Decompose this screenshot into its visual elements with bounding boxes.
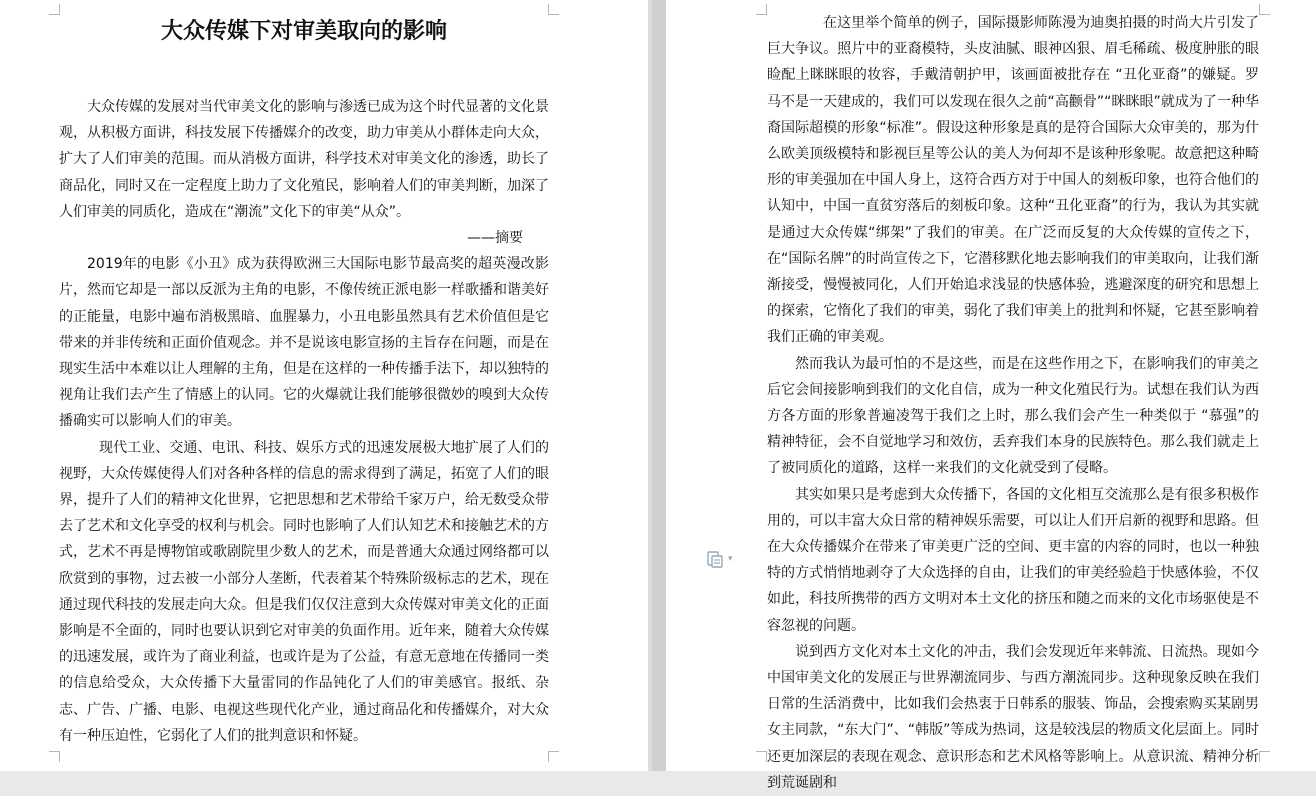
body-paragraph: 说到西方文化对本土文化的冲击，我们会发现近年来韩流、日流热。现如今中国审美文化的发展正与世界潮流同步、与西方潮流同步。这种现象反映在我们日常的生活消费中，比如我们会热衷于日韩系的服装、饰品，会搜索购买某剧男女主同款，“东大门”、“韩版”等成为热词，这是较浅层的物质文化层面上。同时还更加深层的表现在观念、意识形态和艺术风格等影响上。从意识流、精神分析到荒诞剧和 [767, 643, 1259, 791]
page-corner-mark [548, 4, 559, 15]
page-corner-mark [548, 751, 559, 762]
document-title: 大众传媒下对审美取向的影响 [160, 19, 447, 44]
left-page-text[interactable] [59, 14, 549, 749]
right-page-text[interactable] [767, 10, 1259, 796]
body-paragraph: 然而我认为最可怕的不是这些，而是在这些作用之下，在影响我们的审美之后它会间接影响到我们的文化自信，成为一种文化殖民行为。试想在我们认为西方各方面的形象普遍凌驾于我们之上时，那么我们会产生一种类似于 “慕强”的精神特征，会不自觉地学习和效仿，丢弃我们本身的民族特色。那么我们就走上了被同质化的道路，这样一来我们的文化就受到了侵略。 [767, 355, 1259, 477]
page-corner-mark [756, 4, 767, 15]
page-corner-mark [756, 751, 767, 762]
paste-options-icon [706, 550, 724, 568]
page-corner-mark [1259, 751, 1270, 762]
body-paragraph: 2019年的电影《小丑》成为获得欧洲三大国际电影节最高奖的超英漫改影片，然而它却是一部以反派为主角的电影，不像传统正派电影一样歌播和谐美好的正能量，电影中遍布消极黑暗、血腥暴力，小丑电影虽然具有艺术价值但是它带来的并非传统和正面价值观念。并不是说该电影宣扬的主旨存在问题，而是在现实生活中本难以让人理解的主角，但是在这样的一种传播手法下，却以独特的视角让我们去产生了情感上的认同。它的火爆就让我们能够很微妙的嗅到大众传播确实可以影响人们的审美。 [59, 256, 549, 430]
body-paragraph: 现代工业、交通、电讯、科技、娱乐方式的迅速发展极大地扩展了人们的视野，大众传媒使得人们对各种各样的信息的需求得到了满足，拓宽了人们的眼界，提升了人们的精神文化世界，它把思想和艺术带给千家万户，给无数受众带去了艺术和文化享受的权利与机会。同时也影响了人们认知艺术和接触艺术的方式，艺术不再是博物馆或歌剧院里少数人的艺术，而是普通大众通过网络都可以欣赏到的事物，过去被一小部分人垄断，代表着某个特殊阶级标志的艺术，现在通过现代科技的发展走向大众。但是我们仅仅注意到大众传媒对审美文化的正面影响是不全面的，同时也要认识到它对审美的负面作用。近年来，随着大众传媒的迅速发展，或许为了商业利益，也或许是为了公益，有意无意地在传播同一类的信息给受众，大众传播下大量雷同的作品钝化了人们的审美感官。报纸、杂志、广告、广播、电影、电视这些现代化产业，通过商品化和传播媒介，对大众有一种压迫性，它弱化了人们的批判意识和怀疑。 [59, 439, 549, 744]
abstract-sign: ——摘要 [467, 230, 523, 247]
page-gap [652, 0, 666, 771]
paste-options-button[interactable] [706, 548, 742, 570]
page-corner-mark [49, 751, 60, 762]
page-corner-mark [1259, 4, 1270, 15]
body-paragraph: 其实如果只是考虑到大众传播下，各国的文化相互交流那么是有很多积极作用的，可以丰富大众日常的精神娱乐需要，可以让人们开启新的视野和思路。但在大众传播媒介在带来了审美更广泛的空间、更丰富的内容的同时，也以一种独特的方式悄悄地剥夺了大众选择的自由，让我们的审美经验趋于快感体验，不仅如此，科技所携带的西方文明对本土文化的挤压和随之而来的文化市场驱使是不容忽视的问题。 [767, 486, 1259, 634]
body-paragraph: 在这里举个简单的例子，国际摄影师陈漫为迪奥拍摄的时尚大片引发了巨大争议。照片中的亚裔模特，头皮油腻、眼神凶狠、眉毛稀疏、极度肿胀的眼睑配上眯眯眼的妆容，手戴清朝护甲，该画面被批存在 “丑化亚裔”的嫌疑。罗马不是一天建成的，我们可以发现在很久之前“高颧骨”“眯眯眼”就成为了一种华裔国际超模的形象“标准”。假设这种形象是真的是符合国际大众审美的，那为什么欧美顶级模特和影视巨星等公认的美人为何却不是该种形象呢。故意把这种畸形的审美强加在中国人身上，这符合西方对于中国人的刻板印象，也符合他们的认知中，中国一直贫穷落后的刻板印象。这种“丑化亚裔”的行为，我认为其实就是通过大众传媒“绑架”了我们的审美。在广泛而反复的大众传媒的宣传之下，在“国际名牌”的时尚宣传之下，它潜移默化地去影响我们的审美取向，让我们渐渐接受，慢慢被同化，人们开始追求浅显的快感体验，逃避深度的研究和思想上的探索，它惰化了我们的审美，弱化了我们审美上的批判和怀疑，它甚至影响着我们正确的审美观。 [767, 15, 1259, 346]
abstract-paragraph: 大众传媒的发展对当代审美文化的影响与渗透已成为这个时代显著的文化景观，从积极方面讲，科技发展下传播媒介的改变，助力审美从小群体走向大众，扩大了人们审美的范围。而从消极方面讲，科学技术对审美文化的渗透，助长了商品化，同时又在一定程度上助力了文化殖民，影响着人们的审美判断，加深了人们审美的同质化，造成在“潮流”文化下的审美“从众”。 [59, 99, 549, 220]
chevron-down-icon: ▾ [728, 554, 733, 564]
